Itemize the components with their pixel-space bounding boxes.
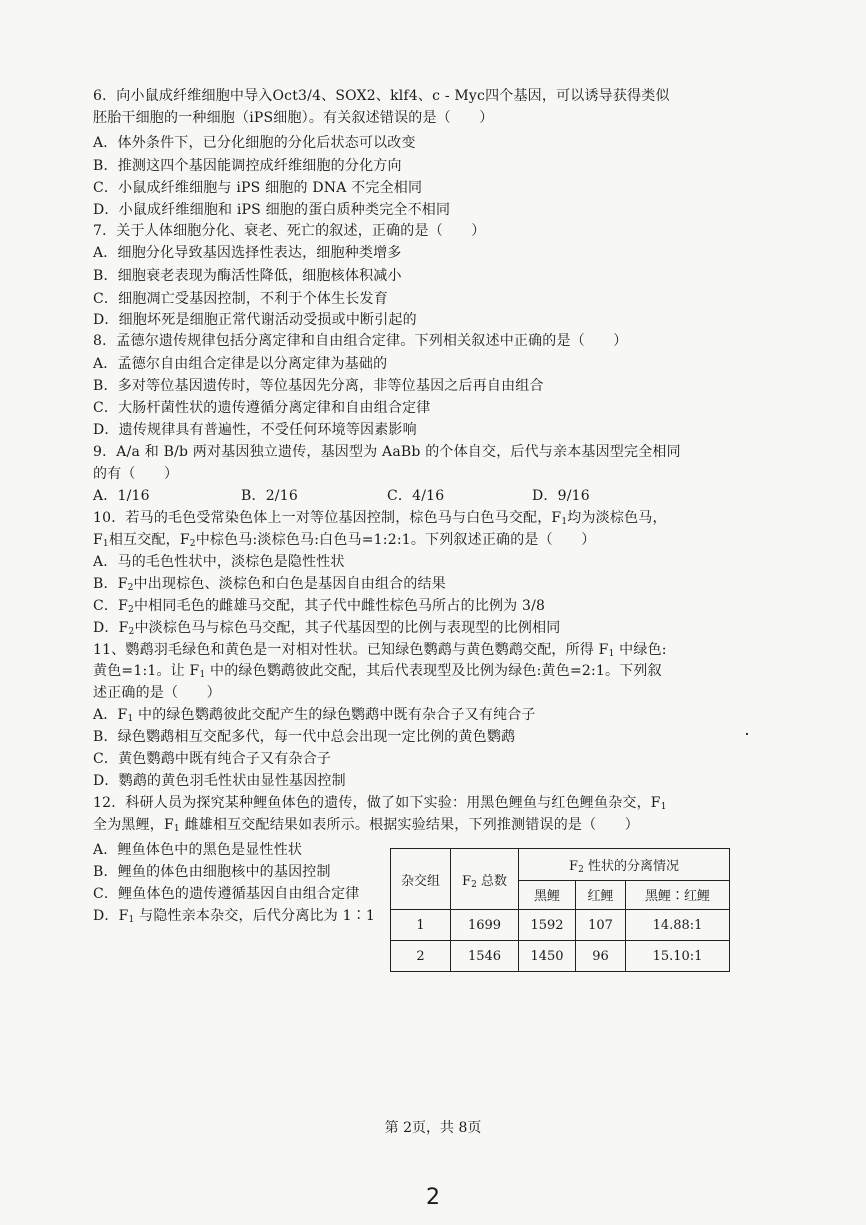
q10-option-b: B．$F_2$中出现棕色、淡棕色和白色是基因自由组合的结果 (93, 576, 446, 593)
q6-option-a: A．体外条件下，已分化细胞的分化后状态可以改变 (93, 135, 416, 151)
header-red-carp: 红鲤 (576, 880, 626, 909)
q11-stem-cont: 黄色=1:1。让 $F_1$ 中的绿色鹦鹉彼此交配，其后代表现型及比例为绿色:黄色=2:1。下列叙 (93, 663, 662, 680)
q10-stem-cont: $F_1$相互交配，$F_2$中棕色马:淡棕色马:白色马=1:2:1。下列叙述正确的是（ ） (93, 532, 596, 549)
q10-option-d: D．$F_2$中淡棕色马与棕色马交配，其子代基因型的比例与表现型的比例相同 (93, 620, 561, 637)
q8-option-a: A．孟德尔自由组合定律是以分离定律为基础的 (93, 356, 388, 372)
q7-stem: 7．关于人体细胞分化、衰老、死亡的叙述，正确的是（ ） (93, 223, 486, 239)
q7-option-a: A．细胞分化导致基因选择性表达，细胞种类增多 (93, 245, 402, 261)
header-cross-group: 杂交组 (391, 849, 451, 910)
q10-option-a: A．马的毛色性状中，淡棕色是隐性性状 (93, 554, 345, 570)
q12-option-c: C．鲤鱼体色的遗传遵循基因自由组合定律 (93, 886, 360, 902)
header-ratio: 黑鲤∶红鲤 (626, 880, 730, 909)
table-row (391, 910, 730, 941)
q8-stem: 8．孟德尔遗传规律包括分离定律和自由组合定律。下列相关叙述中正确的是（ ） (93, 333, 628, 349)
q10-stem: 10．若马的毛色受常染色体上一对等位基因控制，棕色马与白色马交配，$F_1$均为淡棕色马， (93, 510, 667, 527)
q6-stem: 6．向小鼠成纤维细胞中导入Oct3/4、SOX2、klf4、c - Myc四个基因，可以诱导获得类似 (93, 88, 670, 104)
cell-group: 2 (391, 941, 451, 972)
q8-option-c: C．大肠杆菌性状的遗传遵循分离定律和自由组合定律 (93, 400, 431, 416)
q6-option-c: C．小鼠成纤维细胞与 iPS 细胞的 DNA 不完全相同 (93, 180, 423, 196)
page-number: 2 (426, 1185, 440, 1210)
q6-option-b: B．推测这四个基因能调控成纤维细胞的分化方向 (93, 158, 402, 174)
q7-option-c: C．细胞凋亡受基因控制，不利于个体生长发育 (93, 291, 388, 307)
q11-stem: 11、鹦鹉羽毛绿色和黄色是一对相对性状。已知绿色鹦鹉与黄色鹦鹉交配，所得 $F_1$ 中绿色: (93, 642, 667, 659)
header-f2-total: $F_2$ 总数 (451, 849, 519, 910)
q8-option-d: D．遗传规律具有普遍性，不受任何环境等因素影响 (93, 422, 417, 438)
cell-total: 1546 (451, 941, 519, 972)
q12-option-a: A．鲤鱼体色中的黑色是显性性状 (93, 842, 303, 858)
results-table (390, 848, 730, 972)
q11-option-d: D．鹦鹉的黄色羽毛性状由显性基因控制 (93, 773, 346, 789)
cell-red: 107 (576, 910, 626, 941)
q12-stem-cont: 全为黑鲤，$F_1$ 雌雄相互交配结果如表所示。根据实验结果，下列推测错误的是（ ） (93, 817, 639, 834)
q6-option-d: D．小鼠成纤维细胞和 iPS 细胞的蛋白质种类完全不相同 (93, 202, 451, 218)
q11-option-b: B．绿色鹦鹉相互交配多代，每一代中总会出现一定比例的黄色鹦鹉 (93, 729, 516, 745)
q10-option-c: C．$F_2$中相同毛色的雌雄马交配，其子代中雌性棕色马所占的比例为 3/8 (93, 598, 546, 615)
q11-option-c: C．黄色鹦鹉中既有纯合子又有杂合子 (93, 751, 332, 767)
q9-options (93, 486, 590, 506)
scan-speck (746, 733, 748, 735)
header-f2-separation: $F_2$ 性状的分离情况 (519, 849, 730, 881)
q9-option-a: A．1/16 (93, 488, 150, 504)
cell-black: 1592 (519, 910, 576, 941)
page-footer: 第 2页，共 8页 (384, 1120, 482, 1136)
q12-option-d: D．$F_1$ 与隐性亲本杂交，后代分离比为 1∶1 (93, 908, 375, 925)
cell-ratio: 15.10:1 (626, 941, 730, 972)
header-black-carp: 黑鲤 (519, 880, 576, 909)
q7-option-b: B．细胞衰老表现为酶活性降低，细胞核体积减小 (93, 268, 402, 284)
q7-option-d: D．细胞坏死是细胞正常代谢活动受损或中断引起的 (93, 312, 417, 328)
q9-option-d: D．9/16 (532, 488, 590, 504)
q9-option-b: B．2/16 (241, 488, 298, 504)
cell-group: 1 (391, 910, 451, 941)
cell-ratio: 14.88:1 (626, 910, 730, 941)
cell-red: 96 (576, 941, 626, 972)
cell-black: 1450 (519, 941, 576, 972)
q9-stem: 9．A/a 和 B/b 两对基因独立遗传，基因型为 AaBb 的个体自交，后代与亲本基因型完全相同 (93, 444, 681, 460)
q9-stem-cont: 的有（ ） (93, 466, 179, 482)
q12-stem: 12．科研人员为探究某种鲤鱼体色的遗传，做了如下实验：用黑色鲤鱼与红色鲤鱼杂交，$F_1$ (93, 795, 667, 812)
q8-option-b: B．多对等位基因遗传时，等位基因先分离，非等位基因之后再自由组合 (93, 378, 544, 394)
q12-option-b: B．鲤鱼的体色由细胞核中的基因控制 (93, 864, 331, 880)
q9-option-c: C．4/16 (387, 488, 445, 504)
cell-total: 1699 (451, 910, 519, 941)
q11-option-a: A．$F_1$ 中的绿色鹦鹉彼此交配产生的绿色鹦鹉中既有杂合子又有纯合子 (93, 707, 536, 724)
table-row (391, 941, 730, 972)
q6-stem-cont: 胚胎干细胞的一种细胞（iPS细胞）。有关叙述错误的是（ ） (93, 110, 494, 126)
q11-stem-cont2: 述正确的是（ ） (93, 685, 221, 701)
